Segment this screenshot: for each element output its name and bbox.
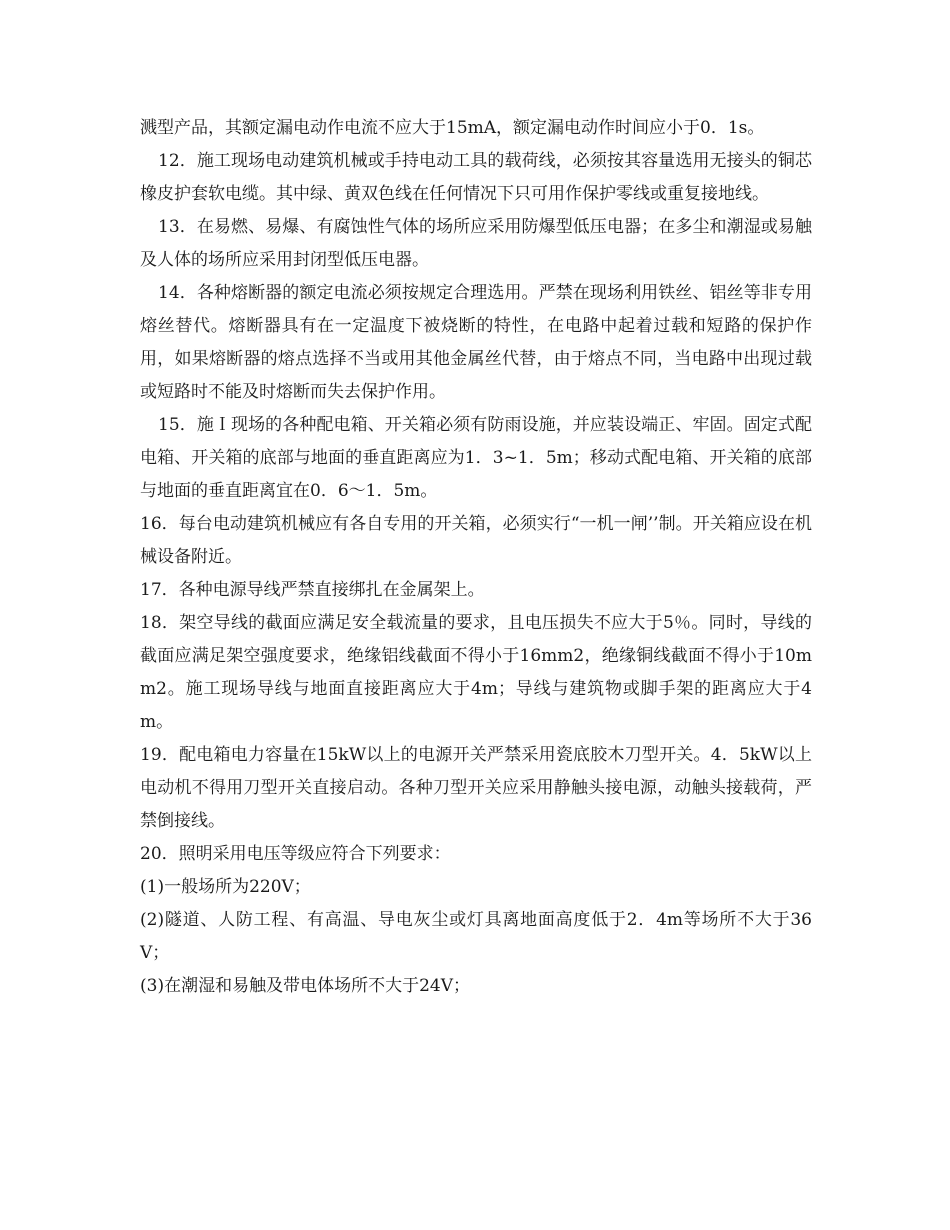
list-item-2: (2)隧道、人防工程、有高温、导电灰尘或灯具离地面高度低于2．4m等场所不大于36V； xyxy=(140,910,812,963)
list-item-3: (3)在潮湿和易触及带电体场所不大于24V； xyxy=(140,976,470,996)
paragraph-1: 溅型产品，其额定漏电动作电流不应大于15mA，额定漏电动作时间应小于0．1s。 xyxy=(140,118,765,138)
paragraph-16: 16．每台电动建筑机械应有各自专用的开关箱，必须实行“一机一闸’’制。开关箱应设在机械设备附近。 xyxy=(140,514,812,567)
list-item-1: (1)一般场所为220V； xyxy=(140,877,311,897)
paragraph-13: 13．在易燃、易爆、有腐蚀性气体的场所应采用防爆型低压电器；在多尘和潮湿或易触及人体的场所应采用封闭型低压电器。 xyxy=(140,217,812,270)
paragraph-12: 12．施工现场电动建筑机械或手持电动工具的载荷线，必须按其容量选用无接头的铜芯橡皮护套软电缆。其中绿、黄双色线在任何情况下只可用作保护零线或重复接地线。 xyxy=(140,151,812,204)
paragraph-20: 20．照明采用电压等级应符合下列要求： xyxy=(140,844,451,864)
document-body xyxy=(140,112,812,1003)
paragraph-18: 18．架空导线的截面应满足安全载流量的要求，且电压损失不应大于5％。同时，导线的截面应满足架空强度要求，绝缘铝线截面不得小于16mm2，绝缘铜线截面不得小于10mm2。施工现场导线与地面直接距离应大于4m；导线与建筑物或脚手架的距离应大于4m。 xyxy=(140,613,812,732)
paragraph-19: 19．配电箱电力容量在15kW以上的电源开关严禁采用瓷底胶木刀型开关。4．5kW以上电动机不得用刀型开关直接启动。各种刀型开关应采用静触头接电源，动触头接载荷，严禁倒接线。 xyxy=(140,745,812,831)
paragraph-15: 15．施Ｉ现场的各种配电箱、开关箱必须有防雨设施，并应装设端正、牢固。固定式配电箱、开关箱的底部与地面的垂直距离应为1．3~1．5m；移动式配电箱、开关箱的底部与地面的垂直距离宜在0．6～1．5m。 xyxy=(140,415,812,501)
paragraph-17: 17．各种电源导线严禁直接绑扎在金属架上。 xyxy=(140,580,485,600)
paragraph-14: 14．各种熔断器的额定电流必须按规定合理选用。严禁在现场利用铁丝、铝丝等非专用熔丝替代。熔断器具有在一定温度下被烧断的特性，在电路中起着过载和短路的保护作用，如果熔断器的熔点选择不当或用其他金属丝代替，由于熔点不同，当电路中出现过载或短路时不能及时熔断而失去保护作用。 xyxy=(140,283,812,402)
